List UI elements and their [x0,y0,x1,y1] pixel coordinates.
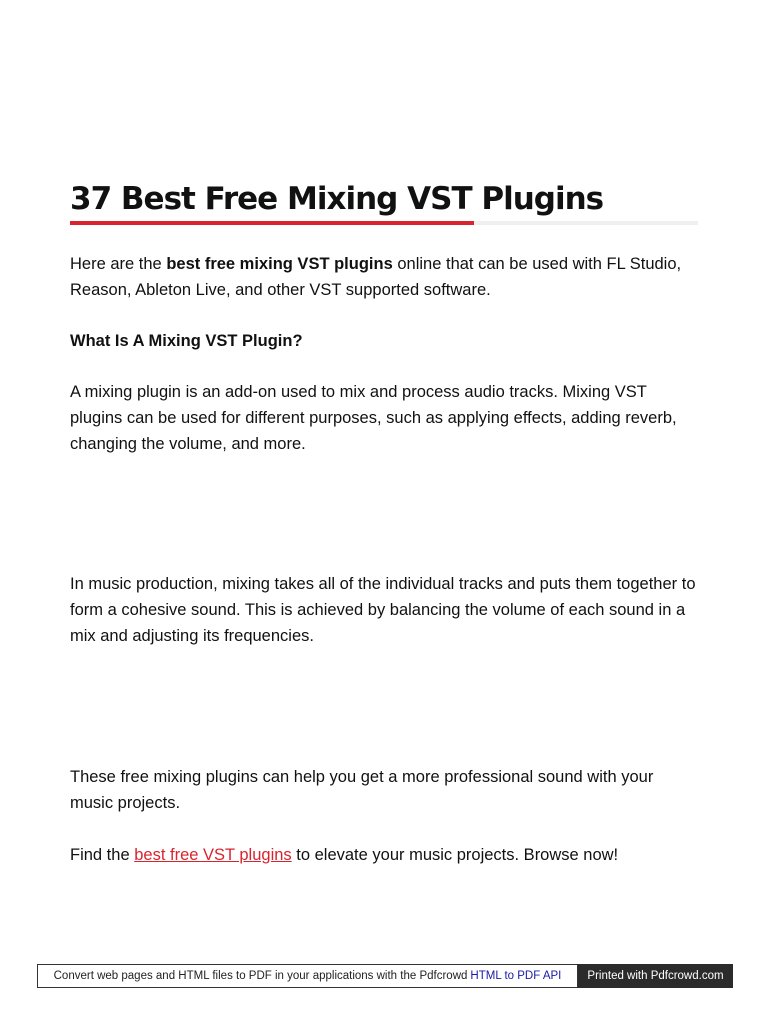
footer-convert-notice [37,964,578,988]
intro-bold-text: best free mixing VST plugins [166,255,393,273]
intro-text-after: online that can be used with FL Studio, Reason, Ableton Live, and other VST supported software. [70,255,682,299]
mixing-paragraph: In music production, mixing takes all of the individual tracks and puts them together to form a cohesive sound. This is achieved by balancing the volume of each sound in a mix and adjusting its frequencies. [70,575,696,645]
benefit-paragraph: These free mixing plugins can help you get a more professional sound with your music projects. [70,768,654,812]
title-underline [70,221,698,225]
footer-convert-text: Convert web pages and HTML files to PDF in your applications with the Pdfcrowd [53,970,468,982]
printed-with-pdfcrowd-link[interactable]: Printed with Pdfcrowd.com [578,964,733,988]
pdfcrowd-footer [37,964,733,988]
intro-paragraph [70,251,698,303]
intro-text-before: Here are the [70,255,167,273]
html-to-pdf-api-link[interactable]: HTML to PDF API [470,970,562,982]
cta-text-before: Find the [70,846,135,864]
page-title: 37 Best Free Mixing VST Plugins [70,181,604,217]
title-underline-accent [70,221,474,225]
best-free-vst-plugins-link[interactable]: best free VST plugins [134,846,292,864]
cta-paragraph [70,842,698,868]
definition-paragraph: A mixing plugin is an add-on used to mix and process audio tracks. Mixing VST plugins can be used for different purposes, such as applying effects, adding reverb, changing the volume, and more. [70,383,677,453]
cta-text-after: to elevate your music projects. Browse now! [291,846,619,864]
section-heading: What Is A Mixing VST Plugin? [70,332,303,350]
